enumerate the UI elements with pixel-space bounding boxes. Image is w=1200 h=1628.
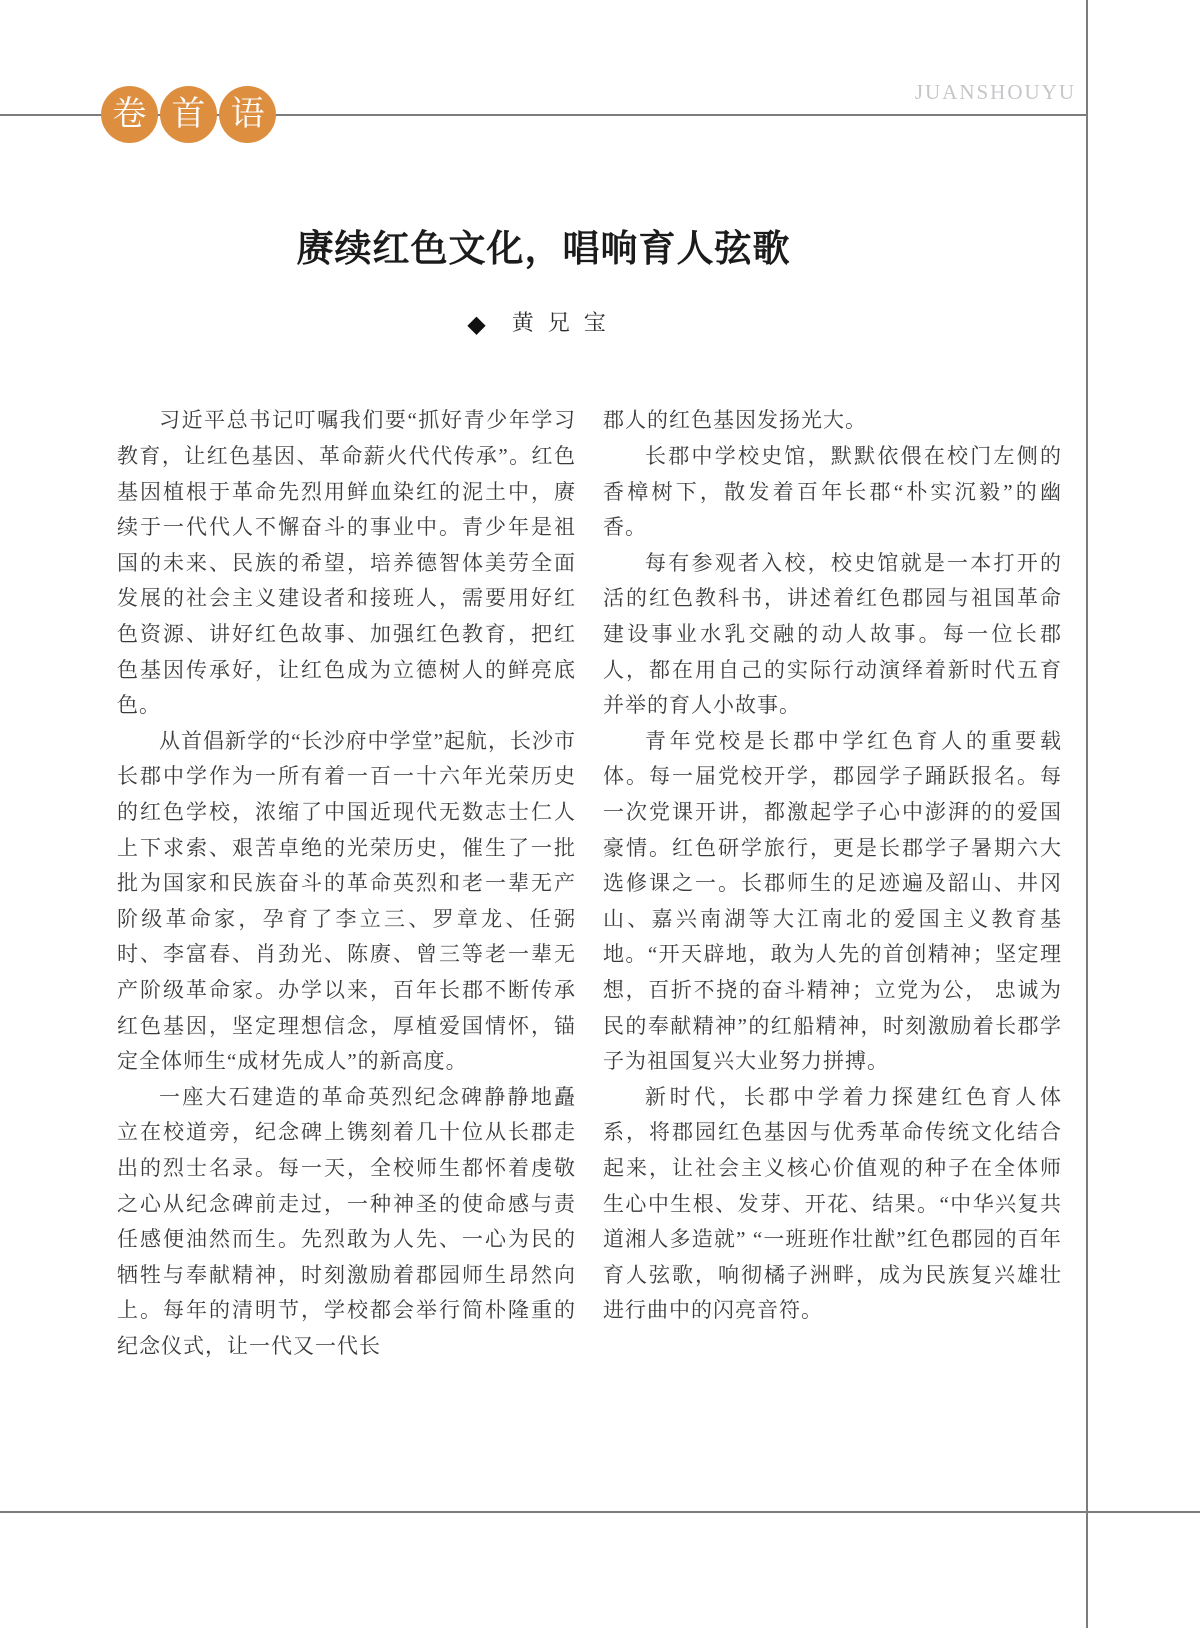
author-line	[0, 306, 1087, 339]
body-paragraph: 每有参观者入校，校史馆就是一本打开的活的红色教科书，讲述着红色郡园与祖国革命建设事业水乳交融的动人故事。每一位长郡人，都在用自己的实际行动演绎着新时代五育并举的育人小故事。	[603, 550, 1062, 718]
right-column	[603, 403, 1062, 1364]
article-title: 赓续红色文化，唱响育人弦歌	[296, 229, 791, 270]
section-badge-char: 卷	[101, 86, 158, 143]
body-columns	[117, 403, 1087, 1364]
body-paragraph: 长郡中学校史馆，默默依偎在校门左侧的香樟树下，散发着百年长郡“朴实沉毅”的幽香。	[603, 444, 1062, 540]
left-column	[117, 403, 576, 1364]
author-name: 黄兄宝	[511, 310, 620, 335]
section-badge-char: 首	[160, 86, 217, 143]
body-paragraph: 郡人的红色基因发扬光大。	[603, 408, 867, 433]
body-paragraph: 新时代，长郡中学着力探建红色育人体系，将郡园红色基因与优秀革命传统文化结合起来，让社会主义核心价值观的种子在全体师生心中生根、发芽、开花、结果。“中华兴复共道湘人多造就” “一班班作壮猷”红色郡园的百年育人弦歌，响彻橘子洲畔，成为民族复兴雄壮进行曲中的闪亮音符。	[603, 1084, 1062, 1323]
header-watermark: JUANSHOUYU	[914, 80, 1076, 104]
author-diamond-icon: ◆	[467, 312, 486, 339]
body-paragraph: 一座大石建造的革命英烈纪念碑静静地矗立在校道旁，纪念碑上镌刻着几十位从长郡走出的烈士名录。每一天，全校师生都怀着虔敬之心从纪念碑前走过，一种神圣的使命感与责任感便油然而生。先烈敢为人先、一心为民的牺牲与奉献精神，时刻激励着郡园师生昂然向上。每年的清明节，学校都会举行简朴隆重的纪念仪式，让一代又一代长	[117, 1084, 576, 1358]
body-paragraph: 从首倡新学的“长沙府中学堂”起航，长沙市长郡中学作为一所有着一百一十六年光荣历史的红色学校，浓缩了中国近现代无数志士仁人上下求索、艰苦卓绝的光荣历史，催生了一批批为国家和民族奋斗的革命英烈和老一辈无产阶级革命家，孕育了李立三、罗章龙、任弼时、李富春、肖劲光、陈赓、曾三等老一辈无产阶级革命家。办学以来，百年长郡不断传承红色基因，坚定理想信念，厚植爱国情怀，锚定全体师生“成材先成人”的新高度。	[117, 728, 576, 1074]
body-paragraph: 青年党校是长郡中学红色育人的重要载体。每一届党校开学，郡园学子踊跃报名。每一次党课开讲，都激起学子心中澎湃的的爱国豪情。红色研学旅行，更是长郡学子暑期六大选修课之一。长郡师生的足迹遍及韶山、井冈山、嘉兴南湖等大江南北的爱国主义教育基地。“开天辟地，敢为人先的首创精神；坚定理想，百折不挠的奋斗精神；立党为公， 忠诚为民的奉献精神”的红船精神，时刻激励着长郡学子为祖国复兴大业努力拼搏。	[603, 728, 1062, 1074]
footer-rule-line	[0, 1511, 1200, 1513]
section-badge-char: 语	[219, 86, 276, 143]
body-paragraph: 习近平总书记叮嘱我们要“抓好青少年学习教育，让红色基因、革命薪火代代传承”。红色基因植根于革命先烈用鲜血染红的泥土中，赓续于一代代人不懈奋斗的事业中。青少年是祖国的未来、民族的希望，培养德智体美劳全面发展的社会主义建设者和接班人，需要用好红色资源、讲好红色故事、加强红色教育，把红色基因传承好，让红色成为立德树人的鲜亮底色。	[117, 408, 576, 718]
